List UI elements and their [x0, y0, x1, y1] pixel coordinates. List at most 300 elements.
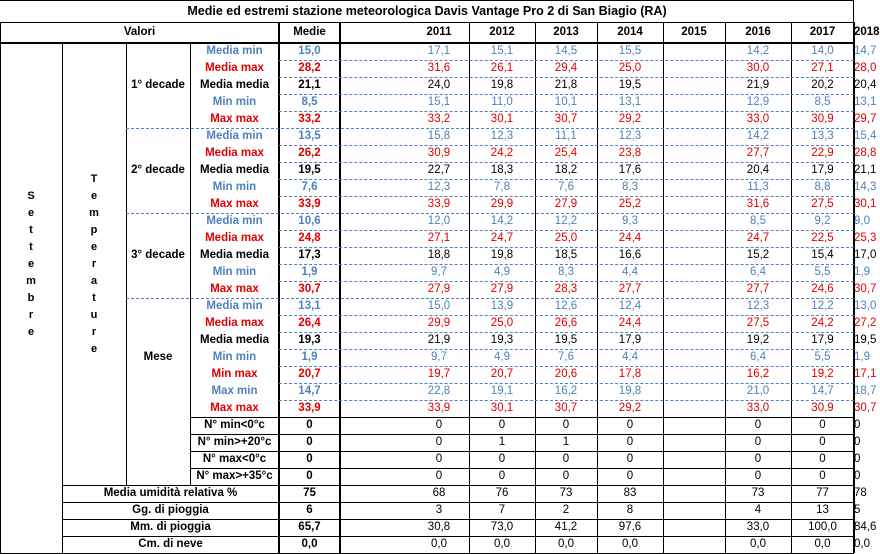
year-value	[663, 179, 725, 196]
grid-vline	[791, 22, 792, 553]
media-value: 26,2	[298, 146, 321, 159]
media-value: 0	[306, 418, 313, 431]
grid-vline	[597, 22, 598, 553]
group-label-1: 2° decade	[131, 163, 185, 176]
year-value: 13,1	[854, 95, 877, 108]
year-value: 12,3	[427, 180, 451, 193]
grid-vline	[854, 22, 855, 553]
year-value: 21,1	[854, 163, 877, 176]
year-value: 0	[626, 452, 634, 465]
year-value	[663, 536, 725, 553]
vertical-letter: r	[91, 325, 97, 338]
year-value	[663, 451, 725, 468]
year-value: 15,0	[427, 299, 451, 312]
vertical-letter: r	[91, 257, 97, 270]
month-label	[0, 43, 62, 485]
year-header-2018: 2018	[854, 25, 880, 38]
medie-header: Medie	[293, 25, 326, 38]
year-value: 20,6	[554, 367, 578, 380]
year-value: 7	[498, 503, 506, 516]
vertical-letter: e	[90, 189, 98, 202]
year-value: 0	[498, 469, 506, 482]
year-value: 3	[435, 503, 443, 516]
row-label: Max max	[210, 112, 259, 125]
grid-vline	[663, 22, 664, 553]
year-value: 17,9	[811, 163, 834, 176]
media-value: 1,9	[301, 265, 318, 278]
year-value: 20,4	[746, 163, 770, 176]
row-label: Media min	[206, 44, 263, 57]
vertical-letter: e	[27, 325, 35, 338]
year-value: 15,1	[427, 95, 451, 108]
year-value: 0	[562, 469, 570, 482]
media-value: 1,9	[301, 350, 318, 363]
year-value: 21,9	[746, 78, 770, 91]
grid-vline	[469, 22, 470, 553]
year-value	[663, 366, 725, 383]
year-value: 15,4	[811, 248, 834, 261]
year-value: 12,2	[554, 214, 578, 227]
year-value: 1,9	[854, 350, 870, 363]
grid-hline	[190, 451, 854, 452]
year-value: 16,2	[746, 367, 770, 380]
year-value: 18,8	[427, 248, 451, 261]
year-value: 18,5	[554, 248, 578, 261]
year-value: 8	[626, 503, 634, 516]
year-value	[663, 247, 725, 264]
year-value: 12,3	[618, 129, 642, 142]
year-value: 24,7	[490, 231, 514, 244]
year-value	[663, 349, 725, 366]
row-label: Min min	[212, 265, 257, 278]
media-value: 15,0	[298, 44, 321, 57]
row-label: Min min	[212, 180, 257, 193]
year-value	[663, 128, 725, 145]
vertical-letter: S	[27, 189, 35, 202]
year-value: 0	[819, 418, 826, 431]
year-value	[663, 400, 725, 417]
year-value	[663, 230, 725, 247]
year-value: 25,0	[490, 316, 514, 329]
year-value: 0,0	[854, 537, 870, 550]
year-value: 14,2	[490, 214, 514, 227]
grid-vline	[190, 43, 191, 485]
year-value	[663, 383, 725, 400]
grid-hline	[0, 553, 854, 554]
year-value: 5,5	[814, 350, 831, 363]
year-value: 0	[819, 469, 826, 482]
grid-hline	[62, 485, 854, 486]
year-value	[663, 145, 725, 162]
vertical-letter: t	[29, 223, 33, 236]
media-value: 19,3	[298, 333, 321, 346]
row-label: Media media	[199, 78, 270, 91]
year-value: 4,9	[494, 265, 510, 278]
grid-vline	[62, 43, 63, 553]
year-value: 27,9	[554, 197, 578, 210]
year-value: 30,7	[554, 112, 578, 125]
sheet-title: Medie ed estremi stazione meteorologica Davis Vantage Pro 2 di San Biagio (RA)	[187, 3, 667, 18]
media-value: 26,4	[298, 316, 321, 329]
year-value	[663, 77, 725, 94]
media-value: 24,8	[298, 231, 321, 244]
year-value	[663, 519, 725, 536]
media-value: 0	[306, 452, 313, 465]
year-value: 17,1	[854, 367, 877, 380]
year-value: 76	[495, 486, 509, 499]
grid-hline	[279, 332, 854, 333]
year-value: 31,6	[427, 61, 451, 74]
year-value: 84,6	[854, 520, 877, 533]
year-value: 27,1	[427, 231, 451, 244]
year-value: 17,9	[618, 333, 642, 346]
media-value: 8,5	[301, 95, 318, 108]
year-value: 22,7	[427, 163, 451, 176]
grid-hline	[279, 247, 854, 248]
vertical-letter: e	[27, 206, 35, 219]
group-label-3: Mese	[143, 350, 173, 363]
year-value: 22,8	[427, 384, 451, 397]
row-label: Min max	[211, 367, 258, 380]
year-value: 22,9	[811, 146, 834, 159]
year-value: 9,2	[814, 214, 831, 227]
year-value: 29,2	[618, 401, 642, 414]
year-value: 0	[819, 435, 826, 448]
year-value: 0	[498, 452, 506, 465]
grid-hline	[279, 264, 854, 265]
year-value: 15,2	[746, 248, 770, 261]
row-label: N° max<0°c	[202, 452, 267, 465]
vertical-letter: m	[26, 274, 36, 287]
media-value: 65,7	[298, 520, 321, 533]
year-value: 0	[754, 469, 762, 482]
year-value: 30,1	[854, 197, 877, 210]
row-label: Media min	[206, 214, 263, 227]
year-value: 21,9	[427, 333, 451, 346]
year-value: 17,6	[618, 163, 642, 176]
year-value: 14,5	[554, 44, 578, 57]
year-value: 14,0	[811, 44, 834, 57]
year-value	[663, 213, 725, 230]
year-value: 9,3	[622, 214, 638, 227]
temperature-label-text	[89, 171, 99, 358]
vertical-letter: t	[92, 291, 96, 304]
year-value: 30,9	[427, 146, 451, 159]
year-value: 0,0	[431, 537, 447, 550]
year-value: 7,6	[558, 350, 574, 363]
year-value: 33,0	[746, 520, 770, 533]
row-label: Media max	[205, 316, 264, 329]
year-value: 33,9	[427, 197, 451, 210]
year-value: 17,9	[811, 333, 834, 346]
year-value: 25,4	[554, 146, 578, 159]
year-value: 0,0	[494, 537, 510, 550]
year-value: 8,5	[814, 95, 831, 108]
row-label: N° max>+35°c	[196, 469, 273, 482]
bottom-row-label: Mm. di pioggia	[130, 520, 211, 533]
vertical-letter: r	[28, 308, 34, 321]
year-value: 0	[435, 452, 443, 465]
year-value: 6,4	[750, 350, 766, 363]
year-value: 25,2	[618, 197, 642, 210]
year-value: 19,2	[746, 333, 770, 346]
year-value: 0	[498, 418, 506, 431]
year-value: 0,0	[814, 537, 831, 550]
year-value: 15,4	[854, 129, 877, 142]
year-value: 29,2	[618, 112, 642, 125]
grid-hline	[279, 281, 854, 282]
year-value: 26,1	[490, 61, 514, 74]
year-value: 97,6	[618, 520, 642, 533]
grid-vline	[725, 22, 726, 553]
year-value: 28,8	[854, 146, 877, 159]
grid-hline	[279, 366, 854, 367]
year-value: 8,3	[622, 180, 638, 193]
year-value: 33,0	[746, 401, 770, 414]
row-label: Media max	[205, 146, 264, 159]
year-value: 12,2	[811, 299, 834, 312]
grid-hline	[126, 298, 854, 299]
grid-hline	[62, 519, 854, 520]
year-header-2015: 2015	[681, 25, 707, 38]
grid-vline	[0, 22, 1, 553]
year-value	[663, 43, 725, 60]
year-value: 29,9	[427, 316, 451, 329]
row-label: Media max	[205, 61, 264, 74]
year-value: 24,7	[746, 231, 770, 244]
year-value: 0	[626, 469, 634, 482]
grid-vline	[535, 22, 536, 553]
year-value: 19,5	[554, 333, 578, 346]
year-value: 73	[559, 486, 573, 499]
year-header-2014: 2014	[617, 25, 643, 38]
media-value: 0,0	[301, 537, 318, 550]
year-value	[663, 162, 725, 179]
year-value: 10,1	[554, 95, 578, 108]
year-value	[663, 298, 725, 315]
year-value: 14,2	[746, 129, 770, 142]
media-value: 30,7	[298, 282, 321, 295]
group-label-0: 1° decade	[131, 78, 185, 91]
year-value: 27,7	[746, 282, 770, 295]
media-value: 19,5	[298, 163, 321, 176]
year-value: 20,2	[811, 78, 834, 91]
row-label: Max min	[211, 384, 258, 397]
grid-hline	[279, 111, 854, 112]
year-value: 29,4	[554, 61, 578, 74]
vertical-letter: u	[90, 308, 98, 321]
year-value: 19,2	[811, 367, 834, 380]
vertical-letter: b	[27, 291, 35, 304]
row-label: N° min>+20°c	[197, 435, 272, 448]
year-value: 27,7	[746, 146, 770, 159]
row-label: Media min	[206, 299, 263, 312]
vertical-letter: e	[90, 240, 98, 253]
year-value: 0	[562, 452, 570, 465]
year-value: 24,2	[490, 146, 514, 159]
year-value: 18,2	[554, 163, 578, 176]
row-label: Max max	[210, 282, 259, 295]
year-value: 19,3	[490, 333, 514, 346]
year-value: 0	[754, 452, 762, 465]
year-value: 4,4	[622, 350, 638, 363]
year-value: 30,7	[554, 401, 578, 414]
year-value: 11,0	[491, 95, 513, 108]
grid-hline	[126, 213, 854, 214]
month-label-text	[26, 188, 36, 341]
year-value: 27,5	[746, 316, 770, 329]
year-value: 14,7	[811, 384, 834, 397]
year-value	[663, 94, 725, 111]
grid-hline	[279, 179, 854, 180]
year-value: 30,1	[490, 112, 514, 125]
media-value: 21,1	[298, 78, 321, 91]
grid-hline	[62, 536, 854, 537]
year-value: 12,3	[490, 129, 514, 142]
media-value: 33,2	[298, 112, 321, 125]
year-value: 30,9	[811, 112, 834, 125]
year-value: 15,1	[490, 44, 514, 57]
year-value: 17,1	[427, 44, 451, 57]
year-value: 8,5	[750, 214, 766, 227]
year-value: 12,9	[746, 95, 770, 108]
media-value: 17,3	[298, 248, 321, 261]
bottom-row-label: Gg. di pioggia	[132, 503, 209, 516]
vertical-letter: t	[29, 240, 33, 253]
year-value: 30,7	[854, 401, 877, 414]
year-value: 4,9	[494, 350, 510, 363]
year-value: 0,0	[622, 537, 638, 550]
year-value: 14,3	[854, 180, 877, 193]
year-value: 0	[435, 435, 443, 448]
year-value: 0	[819, 452, 826, 465]
year-value: 1	[562, 435, 570, 448]
grid-hline	[279, 77, 854, 78]
year-value	[663, 264, 725, 281]
media-value: 13,5	[298, 129, 321, 142]
vertical-letter: e	[90, 342, 98, 355]
grid-hline	[279, 60, 854, 61]
year-value: 19,8	[490, 248, 514, 261]
year-value: 77	[816, 486, 829, 499]
year-value: 5	[854, 503, 861, 516]
row-label: Max max	[210, 401, 259, 414]
year-value	[663, 502, 725, 519]
year-value: 8,3	[558, 265, 574, 278]
row-label: Media media	[199, 248, 270, 261]
year-value: 30,9	[811, 401, 834, 414]
year-value: 9,0	[854, 214, 870, 227]
year-value: 20,4	[854, 78, 877, 91]
grid-vline	[278, 22, 280, 553]
year-value: 12,3	[746, 299, 770, 312]
year-value: 0	[754, 435, 762, 448]
year-value: 100,0	[808, 520, 837, 533]
year-value: 0	[435, 469, 443, 482]
grid-hline	[279, 383, 854, 384]
year-value: 29,9	[490, 197, 514, 210]
grid-hline	[279, 315, 854, 316]
year-value: 19,8	[490, 78, 514, 91]
year-value: 27,9	[427, 282, 451, 295]
grid-hline	[190, 468, 854, 469]
year-value	[663, 434, 725, 451]
row-label: Media media	[199, 163, 270, 176]
grid-hline	[62, 502, 854, 503]
year-value: 24,2	[811, 316, 834, 329]
year-value: 25,0	[554, 231, 578, 244]
year-value: 19,7	[427, 367, 451, 380]
year-value: 27,2	[854, 316, 877, 329]
year-header-2013: 2013	[553, 25, 579, 38]
year-value	[663, 196, 725, 213]
year-value: 7,6	[558, 180, 574, 193]
row-label: Media max	[205, 231, 264, 244]
year-value: 27,9	[490, 282, 514, 295]
year-value: 19,5	[854, 333, 877, 346]
grid-hline	[279, 400, 854, 401]
year-value	[663, 281, 725, 298]
year-value: 21,0	[746, 384, 770, 397]
vertical-letter: e	[27, 257, 35, 270]
grid-hline	[126, 128, 854, 129]
media-value: 0	[306, 435, 313, 448]
grid-hline	[190, 434, 854, 435]
year-value	[663, 468, 725, 485]
year-value: 18,3	[490, 163, 514, 176]
year-value: 12,4	[618, 299, 642, 312]
year-value: 0	[854, 452, 861, 465]
year-header-2012: 2012	[489, 25, 515, 38]
grid-vline	[339, 22, 341, 553]
year-value: 73,0	[490, 520, 514, 533]
grid-hline	[279, 162, 854, 163]
year-value: 11,3	[747, 180, 769, 193]
grid-hline	[279, 230, 854, 231]
year-value: 24,6	[811, 282, 834, 295]
vertical-letter: p	[90, 223, 98, 236]
year-value: 28,0	[854, 61, 877, 74]
media-value: 10,6	[298, 214, 321, 227]
year-value: 23,8	[618, 146, 642, 159]
vertical-letter: m	[89, 206, 99, 219]
year-header-2017: 2017	[809, 25, 836, 38]
year-value: 0	[562, 418, 570, 431]
year-value: 30,0	[746, 61, 770, 74]
year-value	[663, 485, 725, 502]
year-value: 4,4	[622, 265, 638, 278]
year-value: 11,1	[555, 129, 577, 142]
media-value: 28,2	[298, 61, 321, 74]
year-value: 13,3	[811, 129, 834, 142]
year-value: 0	[626, 418, 634, 431]
year-value: 0	[435, 418, 443, 431]
year-value: 26,6	[554, 316, 578, 329]
year-value: 27,5	[811, 197, 834, 210]
year-value: 0	[854, 435, 861, 448]
year-value: 24,0	[427, 78, 451, 91]
year-value: 29,7	[854, 112, 877, 125]
year-value: 0	[626, 435, 634, 448]
row-label: Media media	[199, 333, 270, 346]
grid-hline	[279, 94, 854, 95]
year-value: 8,8	[814, 180, 831, 193]
year-value: 13	[816, 503, 829, 516]
year-value: 13,9	[490, 299, 514, 312]
year-value: 21,8	[554, 78, 578, 91]
year-value: 16,2	[554, 384, 578, 397]
year-value: 24,4	[618, 231, 642, 244]
